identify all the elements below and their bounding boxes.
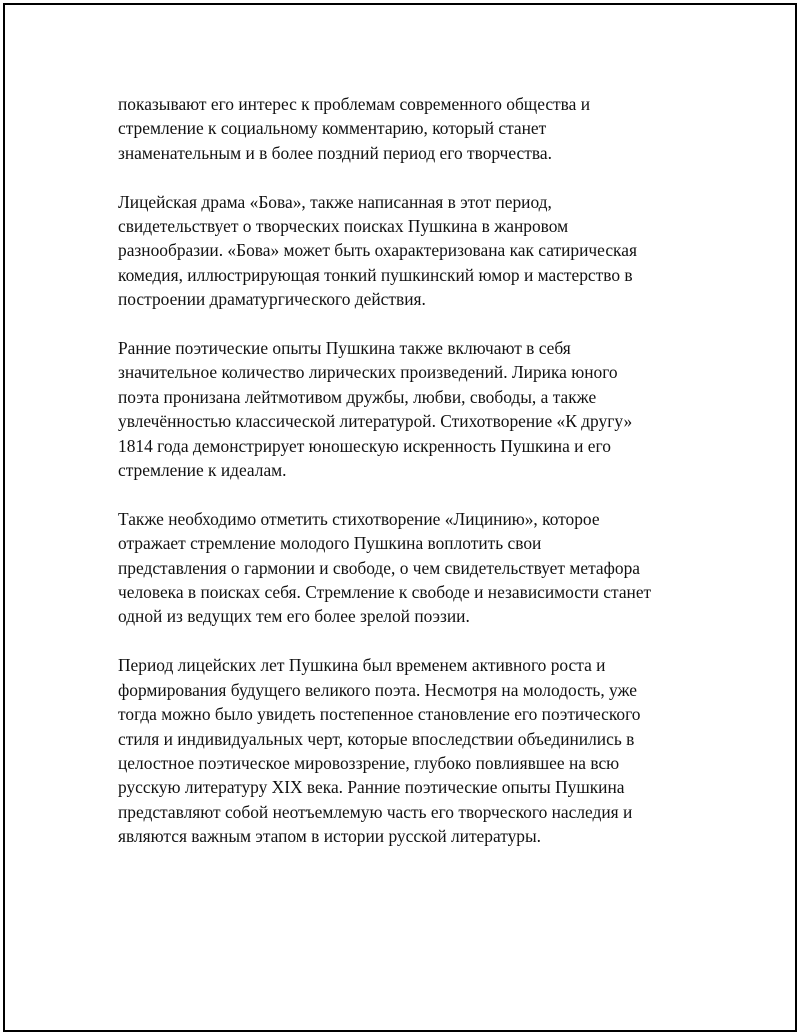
document-body [118,92,693,873]
text-line: человека в поисках себя. Стремление к свободе и независимости станет [118,582,652,603]
paragraph [118,653,693,848]
paragraph [118,92,693,165]
text-line: одной из ведущих тем его более зрелой поэзии. [118,606,470,627]
text-line: отражает стремление молодого Пушкина воплотить свои [118,533,542,554]
text-line: являются важным этапом в истории русской литературы. [118,826,542,847]
text-line: представления о гармонии и свободе, о чем свидетельствует метафора [118,557,640,578]
text-line: Ранние поэтические опыты Пушкина также включают в себя [118,338,571,359]
text-line: увлечённостью классической литературой. Стихотворение «К другу» [118,411,633,432]
text-line: формирования будущего великого поэта. Несмотря на молодость, уже [118,679,638,700]
text-line: знаменательным и в более поздний период его творчества. [118,142,552,163]
text-line: тогда можно было увидеть постепенное становление его поэтического [118,704,641,725]
text-line: 1814 года демонстрирует юношескую искренность Пушкина и его [118,435,611,456]
text-line: представляют собой неотъемлемую часть его творческого наследия и [118,801,633,822]
paragraph [118,507,693,629]
text-line: Лицейская драма «Бова», также написанная в этот период, [118,191,552,212]
paragraph [118,190,693,312]
text-line: стиля и индивидуальных черт, которые впоследствии объединились в [118,728,635,749]
text-line: разнообразии. «Бова» может быть охарактеризована как сатирическая [118,240,637,261]
text-line: Период лицейских лет Пушкина был временем активного роста и [118,655,606,676]
text-line: свидетельствует о творческих поисках Пушкина в жанровом [118,216,569,237]
text-line: значительное количество лирических произведений. Лирика юного [118,362,618,383]
text-line: построении драматургического действия. [118,289,426,310]
text-line: русскую литературу XIX века. Ранние поэтические опыты Пушкина [118,777,625,798]
text-line: целостное поэтическое мировоззрение, глубоко повлиявшее на всю [118,752,620,773]
paragraph [118,336,693,482]
text-line: показывают его интерес к проблемам современного общества и [118,94,591,114]
text-line: Также необходимо отметить стихотворение «Лицинию», которое [118,508,600,529]
text-line: стремление к социальному комментарию, который станет [118,118,547,139]
text-line: стремление к идеалам. [118,460,287,481]
text-line: комедия, иллюстрирующая тонкий пушкинский юмор и мастерство в [118,264,633,285]
text-line: поэта пронизана лейтмотивом дружбы, любви, свободы, а также [118,386,597,407]
